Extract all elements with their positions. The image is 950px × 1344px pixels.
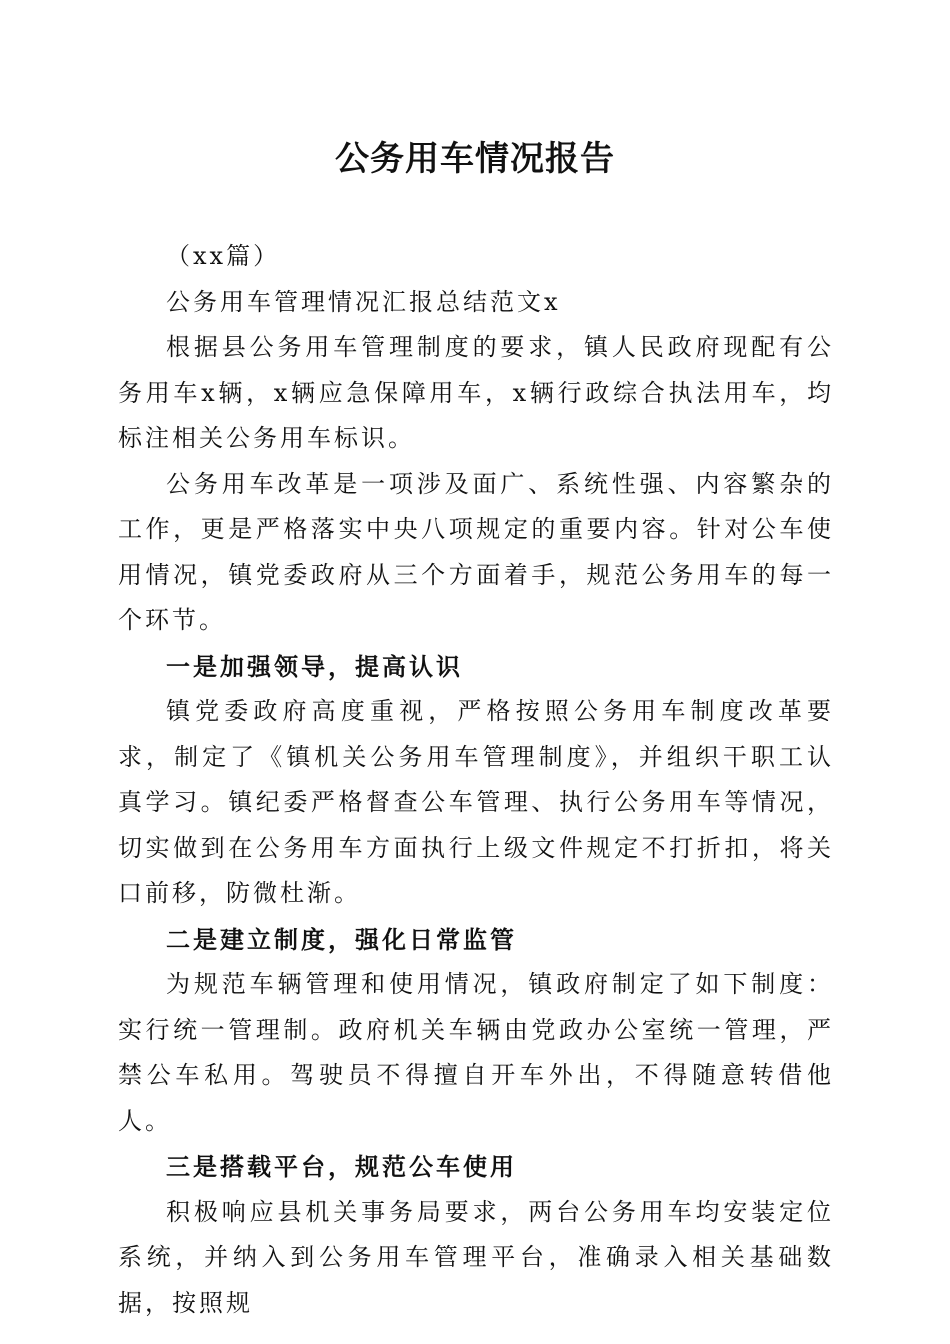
section-heading-3: 三是搭载平台，规范公车使用	[166, 1152, 517, 1181]
paragraph-intro: 根据县公务用车管理制度的要求，镇人民政府现配有公务用车x辆，x辆应急保障用车，x辆行政综合执法用车，均标注相关公务用车标识。	[118, 333, 834, 452]
section-heading-2: 二是建立制度，强化日常监管	[166, 924, 517, 954]
paragraph-section-3: 积极响应县机关事务局要求，两台公务用车均安装定位系统，并纳入到公务用车管理平台，准确录入相关基础数据，按照规	[118, 1197, 834, 1317]
paragraph-reform: 公务用车改革是一项涉及面广、系统性强、内容繁杂的工作，更是严格落实中央八项规定的重要内容。针对公车使用情况，镇党委政府从三个方面着手，规范公务用车的每一个环节。	[118, 469, 834, 634]
paragraph-subtitle: 公务用车管理情况汇报总结范文x	[166, 287, 561, 316]
section-heading-1: 一是加强领导，提高认识	[166, 651, 463, 681]
paragraph-subtitle-count: （xx篇）	[166, 242, 281, 270]
paragraph-section-1: 镇党委政府高度重视，严格按照公务用车制度改革要求，制定了《镇机关公务用车管理制度》，并组织干职工认真学习。镇纪委严格督查公车管理、执行公务用车等情况，切实做到在公务用车方面执行上级文件规定不打折扣，将关口前移，防微杜渐。	[118, 697, 834, 907]
document-body	[118, 234, 834, 1326]
document-title: 公务用车情况报告	[335, 139, 615, 179]
paragraph-section-2: 为规范车辆管理和使用情况，镇政府制定了如下制度：实行统一管理制。政府机关车辆由党政办公室统一管理，严禁公车私用。驾驶员不得擅自开车外出，不得随意转借他人。	[118, 970, 834, 1135]
